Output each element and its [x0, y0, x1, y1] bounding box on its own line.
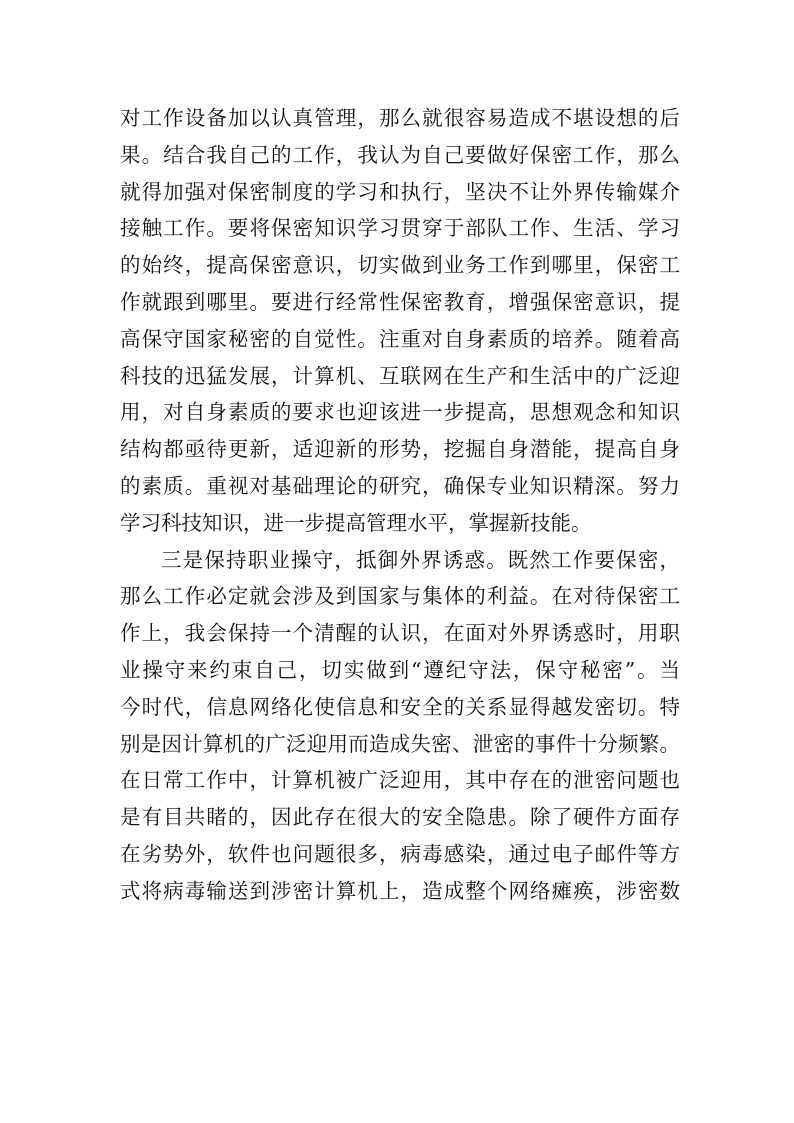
- text-line: 那么工作必定就会涉及到国家与集体的利益。在对待保密工: [120, 584, 680, 609]
- text-line: 的始终，提高保密意识，切实做到业务工作到哪里，保密工: [120, 253, 680, 278]
- text-line: 的素质。重视对基础理论的研究，确保专业知识精深。努力: [120, 473, 680, 498]
- text-line: 用，对自身素质的要求也迎该进一步提高，思想观念和知识: [120, 400, 680, 425]
- text-line: 科技的迅猛发展，计算机、互联网在生产和生活中的广泛迎: [120, 363, 680, 388]
- text-line: 在日常工作中，计算机被广泛迎用，其中存在的泄密问题也: [120, 768, 680, 793]
- text-line: 作上，我会保持一个清醒的认识，在面对外界诱惑时，用职: [120, 621, 680, 646]
- paragraph-start-line: 三是保持职业操守，抵御外界诱惑。既然工作要保密，: [161, 547, 680, 572]
- text-line: 业操守来约束自己，切实做到“遵纪守法，保守秘密”。当: [120, 657, 680, 682]
- paragraph-end-line: 学习科技知识，进一步提高管理水平，掌握新技能。: [120, 510, 592, 535]
- text-line: 作就跟到哪里。要进行经常性保密教育，增强保密意识，提: [120, 289, 680, 314]
- text-line: 高保守国家秘密的自觉性。注重对自身素质的培养。随着高: [120, 326, 680, 351]
- text-line: 结构都亟待更新，适迎新的形势，挖掘自身潜能，提高自身: [120, 437, 680, 462]
- body-text: [120, 100, 680, 910]
- text-line: 是有目共睹的，因此存在很大的安全隐患。除了硬件方面存: [120, 805, 680, 830]
- text-line: 别是因计算机的广泛迎用而造成失密、泄密的事件十分频繁。: [120, 731, 680, 756]
- text-line: 在劣势外，软件也问题很多，病毒感染，通过电子邮件等方: [120, 841, 680, 866]
- text-line: 果。结合我自己的工作，我认为自己要做好保密工作，那么: [120, 142, 680, 167]
- text-line: 今时代，信息网络化使信息和安全的关系显得越发密切。特: [120, 694, 680, 719]
- text-line: 就得加强对保密制度的学习和执行，坚决不让外界传输媒介: [120, 179, 680, 204]
- text-line: 对工作设备加以认真管理，那么就很容易造成不堪设想的后: [120, 106, 680, 130]
- text-line: 接触工作。要将保密知识学习贯穿于部队工作、生活、学习: [120, 216, 680, 241]
- text-line: 式将病毒输送到涉密计算机上，造成整个网络瘫痪，涉密数: [120, 878, 680, 903]
